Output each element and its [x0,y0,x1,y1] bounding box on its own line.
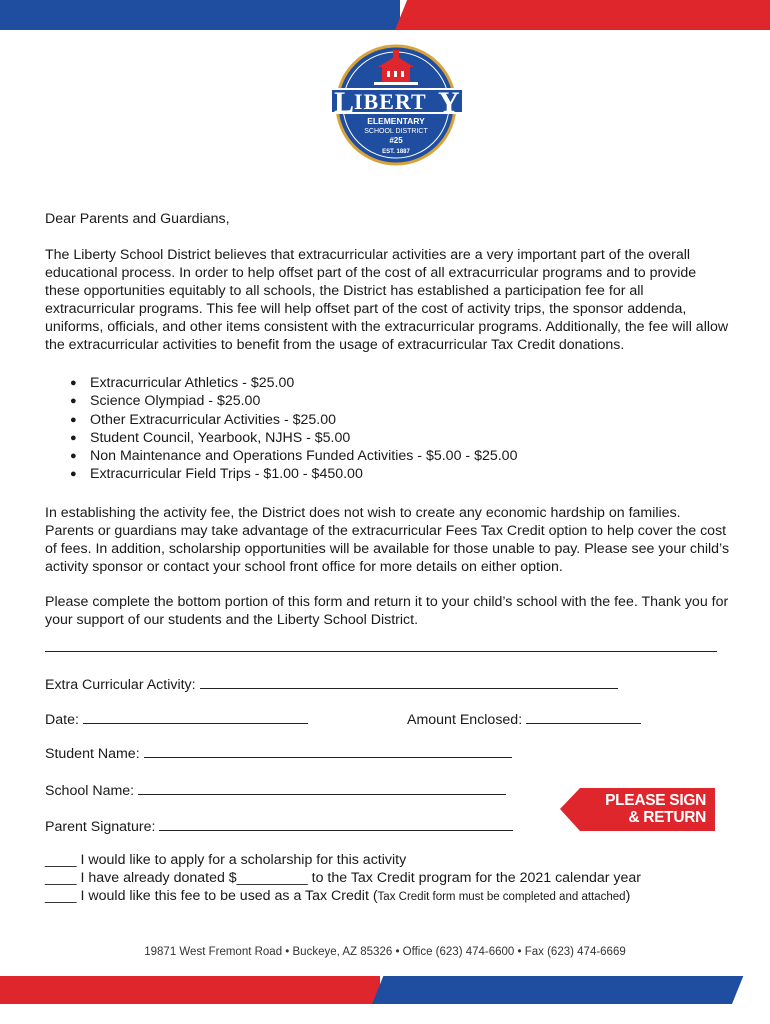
badge-line-1: PLEASE SIGN [605,792,706,809]
student-name-field[interactable] [45,743,512,763]
activity-field[interactable] [45,674,618,694]
school-name-field[interactable] [45,780,506,800]
tear-off-divider [45,651,717,652]
student-name-label: Student Name: [45,746,140,762]
date-field[interactable] [45,709,308,729]
header-band-blue [0,0,400,30]
fee-item: ● Student Council, Yearbook, NJHS - $5.00 [70,429,730,447]
greeting: Dear Parents and Guardians, [45,211,230,227]
tax-credit-close: ) [625,888,631,904]
parent-signature-label: Parent Signature: [45,819,156,835]
return-paragraph: Please complete the bottom portion of this form and return it to your child’s school with the fee. Thank you for your support of our students and the Liberty School District. [45,593,729,628]
student-name-line[interactable] [144,743,512,758]
badge-text [605,792,706,826]
parent-signature-line[interactable] [159,816,513,831]
donated-option-rest: to the Tax Credit program for the 2021 calendar year [307,870,642,886]
fee-item: ● Science Olympiad - $25.00 [70,392,730,410]
intro-paragraph: The Liberty School District believes that extracurricular activities are a very important part of the overall educational process. In order to help offset part of the cost of all extracurricular programs and to provide these opportunities equitably to all schools, the District has established a participation fee for all extracurricular programs. This fee will help offset part of the cost of activity trips, the sponsor addenda, uniforms, officials, and other items consistent with the extracurricular programs. Additionally, the fee will allow the extracurricular activities to benefit from the usage of extracurricular Tax Credit donations. [45,247,729,353]
tax-credit-option[interactable] [45,887,641,906]
activity-line[interactable] [200,674,618,689]
please-sign-badge [560,786,718,833]
donated-option-text: ____ I have already donated $_________ [45,870,308,886]
fee-item: ● Extracurricular Athletics - $25.00 [70,374,730,392]
fee-item: ● Non Maintenance and Operations Funded Activities - $5.00 - $25.00 [70,447,730,465]
donated-option[interactable] [45,869,641,887]
logo-letter-y: Y [438,86,460,119]
tax-credit-note: Tax Credit form must be completed and attached [377,891,626,903]
parent-signature-field[interactable] [45,816,513,836]
logo-number: #25 [389,136,403,145]
fee-item: ● Other Extracurricular Activities - $25.00 [70,411,730,429]
fee-list [70,374,730,484]
date-line[interactable] [83,709,308,724]
date-label: Date: [45,712,79,728]
tax-credit-option-text: ____ I would like this fee to be used as a Tax Credit ( [45,888,378,904]
logo-letter-l: L [334,86,355,119]
badge-line-2: & RETURN [628,809,706,826]
options-list [45,851,641,906]
scholarship-option[interactable]: ____ I would like to apply for a scholarship for this activity [45,852,407,868]
logo-subtitle-district: SCHOOL DISTRICT [364,128,428,135]
logo-subtitle-elementary: ELEMENTARY [367,116,425,126]
activity-label: Extra Curricular Activity: [45,677,196,693]
logo-established: EST. 1887 [382,149,410,155]
school-name-line[interactable] [138,780,506,795]
footer-band-red [0,976,380,1004]
school-name-label: School Name: [45,783,135,799]
header-band-red [395,0,770,30]
footer-address: 19871 West Fremont Road • Buckeye, AZ 85326 • Office (623) 474-6600 • Fax (623) 474-6669 [144,946,626,958]
footer-band-blue [372,976,743,1004]
fee-item: ● Extracurricular Field Trips - $1.00 - $450.00 [70,465,730,483]
logo-name: IBERT [354,89,427,114]
header-color-band [0,0,770,30]
footer-color-band [0,976,770,1004]
amount-label: Amount Enclosed: [407,712,523,728]
amount-line[interactable] [526,709,641,724]
letter-body [45,210,730,629]
hardship-paragraph: In establishing the activity fee, the District does not wish to create any economic hardship on families. Parents or guardians may take advantage of the extracurricular Fees Tax Credit option to help cover the cost of fees. In addition, scholarship opportunities will be available for those unable to pay. Please see your child’s activity sponsor or contact your school front office for more details on either option. [45,504,730,575]
logo-seal-graphic [332,42,462,167]
amount-field[interactable] [407,709,641,729]
district-logo [332,42,462,167]
